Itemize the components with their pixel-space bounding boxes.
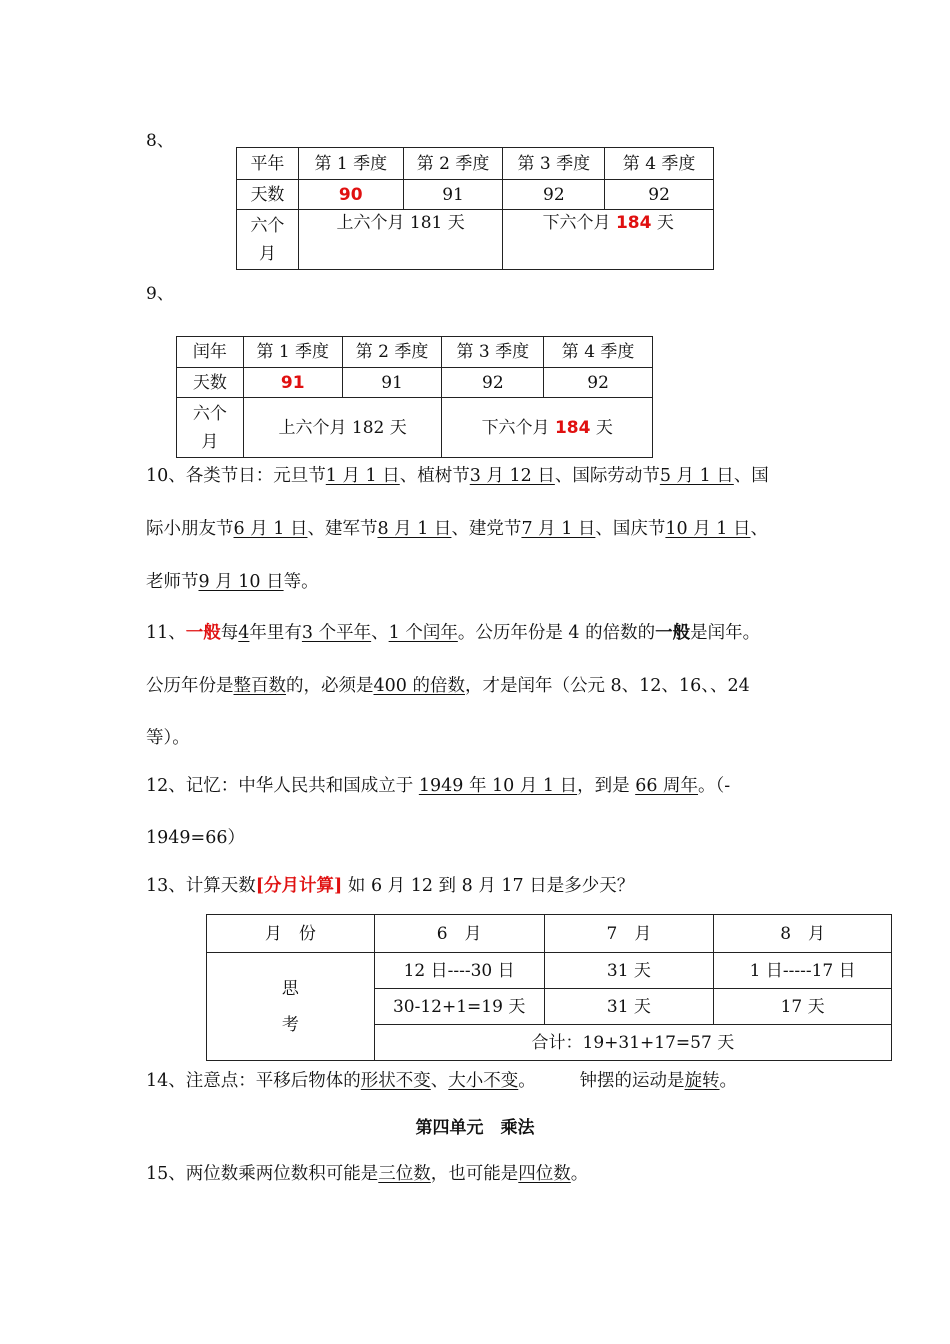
item-9-number: 9、 <box>146 284 174 304</box>
second-half: 下六个月 184 天 <box>442 398 653 458</box>
days-q3: 92 <box>442 368 544 398</box>
leap-year-table <box>176 336 653 458</box>
head-june: 6 月 <box>374 915 544 953</box>
day-count-table <box>206 914 892 1061</box>
item-11-line-1: 11、一般每4年里有3 个平年、1 个闰年。公历年份是 4 的倍数的一般是闰年。 <box>146 623 761 643</box>
item-15: 15、两位数乘两位数积可能是三位数，也可能是四位数。 <box>146 1164 589 1184</box>
item-11-line-2: 公历年份是整百数的，必须是400 的倍数，才是闰年（公元 8、12、16、、24 <box>146 676 750 696</box>
days-q1: 90 <box>298 180 403 210</box>
head-july: 7 月 <box>544 915 714 953</box>
quarter-2: 第 2 季度 <box>403 148 503 180</box>
august-range: 1 日-----17 日 <box>714 953 892 989</box>
june-range: 12 日----30 日 <box>374 953 544 989</box>
first-half: 上六个月 181 天 <box>298 210 503 270</box>
days-q2: 91 <box>342 368 442 398</box>
half-year-label: 六个 月 <box>237 210 299 270</box>
days-q3: 92 <box>503 180 605 210</box>
june-days: 30-12+1=19 天 <box>374 989 544 1025</box>
days-q1: 91 <box>243 368 342 398</box>
unit-title: 第四单元 乘法 <box>415 1118 535 1138</box>
item-12-line-1: 12、记忆：中华人民共和国成立于 1949 年 10 月 1 日，到是 66 周年。（- <box>146 776 731 796</box>
item-12-line-2: 1949=66） <box>146 828 245 848</box>
days-label: 天数 <box>237 180 299 210</box>
head-month: 月 份 <box>207 915 375 953</box>
july-range: 31 天 <box>544 953 714 989</box>
common-year-table <box>236 147 714 270</box>
item-11-line-3: 等）。 <box>146 728 190 748</box>
days-q4: 92 <box>544 368 653 398</box>
quarter-3: 第 3 季度 <box>503 148 605 180</box>
total: 合计：19+31+17=57 天 <box>374 1025 891 1061</box>
days-q2: 91 <box>403 180 503 210</box>
item-14: 14、注意点：平移后物体的形状不变、大小不变。 钟摆的运动是旋转。 <box>146 1071 738 1091</box>
table-corner: 闰年 <box>177 337 244 368</box>
quarter-1: 第 1 季度 <box>298 148 403 180</box>
head-august: 8 月 <box>714 915 892 953</box>
think-label: 思 考 <box>207 953 375 1061</box>
july-days: 31 天 <box>544 989 714 1025</box>
quarter-1: 第 1 季度 <box>243 337 342 368</box>
item-8-number: 8、 <box>146 131 174 151</box>
half-year-label: 六个 月 <box>177 398 244 458</box>
second-half: 下六个月 184 天 <box>503 210 714 270</box>
days-q4: 92 <box>605 180 714 210</box>
quarter-4: 第 4 季度 <box>605 148 714 180</box>
august-days: 17 天 <box>714 989 892 1025</box>
quarter-4: 第 4 季度 <box>544 337 653 368</box>
item-10-line-2: 际小朋友节6 月 1 日、建军节8 月 1 日、建党节7 月 1 日、国庆节10 月 1 日、 <box>146 519 768 539</box>
item-10-line-1: 10、各类节日：元旦节1 月 1 日、植树节3 月 12 日、国际劳动节5 月 1 日、国 <box>146 466 769 486</box>
item-10-line-3: 老师节9 月 10 日等。 <box>146 572 319 592</box>
days-label: 天数 <box>177 368 244 398</box>
item-13-heading: 13、计算天数[分月计算] 如 6 月 12 到 8 月 17 日是多少天？ <box>146 876 635 896</box>
quarter-2: 第 2 季度 <box>342 337 442 368</box>
quarter-3: 第 3 季度 <box>442 337 544 368</box>
first-half: 上六个月 182 天 <box>243 398 442 458</box>
table-corner: 平年 <box>237 148 299 180</box>
